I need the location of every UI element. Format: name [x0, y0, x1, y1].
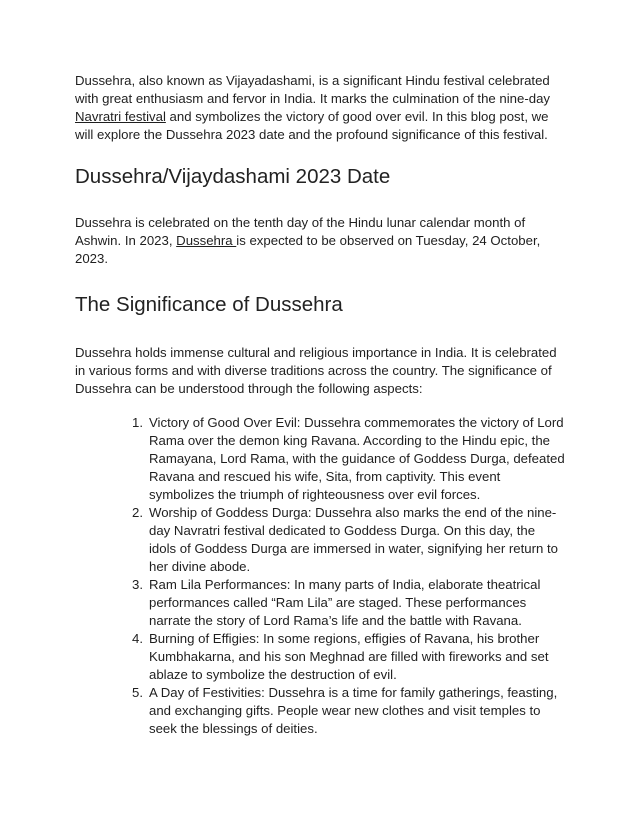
- list-item-text: Burning of Effigies: In some regions, effigies of Ravana, his brother Kumbhakarna, and his son Meghnad are filled with fireworks and set ablaze to symbolize the destruction of evil.: [149, 631, 549, 682]
- list-item-number: 1.: [132, 415, 143, 430]
- date-paragraph: [75, 214, 565, 268]
- dussehra-link[interactable]: Dussehra: [176, 233, 237, 248]
- list-item-number: 4.: [132, 631, 143, 646]
- document-page: [75, 72, 565, 738]
- date-text-after: is expected to be observed on Tuesday, 24 October, 2023.: [75, 233, 541, 266]
- significance-heading: The Significance of Dussehra: [75, 293, 343, 316]
- intro-paragraph: [75, 72, 565, 144]
- list-item: [132, 576, 565, 630]
- significance-list: [75, 414, 565, 738]
- date-text-before: Dussehra is celebrated on the tenth day of the Hindu lunar calendar month of Ashwin. In 2023,: [75, 215, 526, 248]
- list-item-text: Victory of Good Over Evil: Dussehra commemorates the victory of Lord Rama over the demon king Ravana. According to the Hindu epic, the Ramayana, Lord Rama, with the guidance of Goddess Durga, defeated Ravana and rescued his wife, Sita, from captivity. This event symbolizes the triumph of righteousness over evil forces.: [149, 415, 565, 502]
- list-item-text: Worship of Goddess Durga: Dussehra also marks the end of the nine-day Navratri festival dedicated to Goddess Durga. On this day, the idols of Goddess Durga are immersed in water, signifying her return to her divine abode.: [149, 505, 559, 574]
- list-item-text: Ram Lila Performances: In many parts of India, elaborate theatrical performances called “Ram Lila” are staged. These performances narrate the story of Lord Rama’s life and the battle with Ravana.: [149, 577, 541, 628]
- list-item: [132, 504, 565, 576]
- list-item-number: 5.: [132, 685, 143, 700]
- intro-text-after: and symbolizes the victory of good over evil. In this blog post, we will explore the Dussehra 2023 date and the profound significance of this festival.: [75, 109, 549, 142]
- list-item: [132, 684, 565, 738]
- intro-text-before: Dussehra, also known as Vijayadashami, is a significant Hindu festival celebrated with great enthusiasm and fervor in India. It marks the culmination of the nine-day: [75, 73, 550, 106]
- list-item-number: 2.: [132, 505, 143, 520]
- navratri-festival-link[interactable]: Navratri festival: [75, 109, 166, 124]
- list-item: [132, 414, 565, 504]
- list-item-text: A Day of Festivities: Dussehra is a time for family gatherings, feasting, and exchanging gifts. People wear new clothes and visit temples to seek the blessings of deities.: [149, 685, 558, 736]
- date-heading: Dussehra/Vijaydashami 2023 Date: [75, 165, 391, 188]
- significance-intro: Dussehra holds immense cultural and religious importance in India. It is celebrated in various forms and with diverse traditions across the country. The significance of Dussehra can be understood through the following aspects:: [75, 345, 557, 396]
- list-item-number: 3.: [132, 577, 143, 592]
- list-item: [132, 630, 565, 684]
